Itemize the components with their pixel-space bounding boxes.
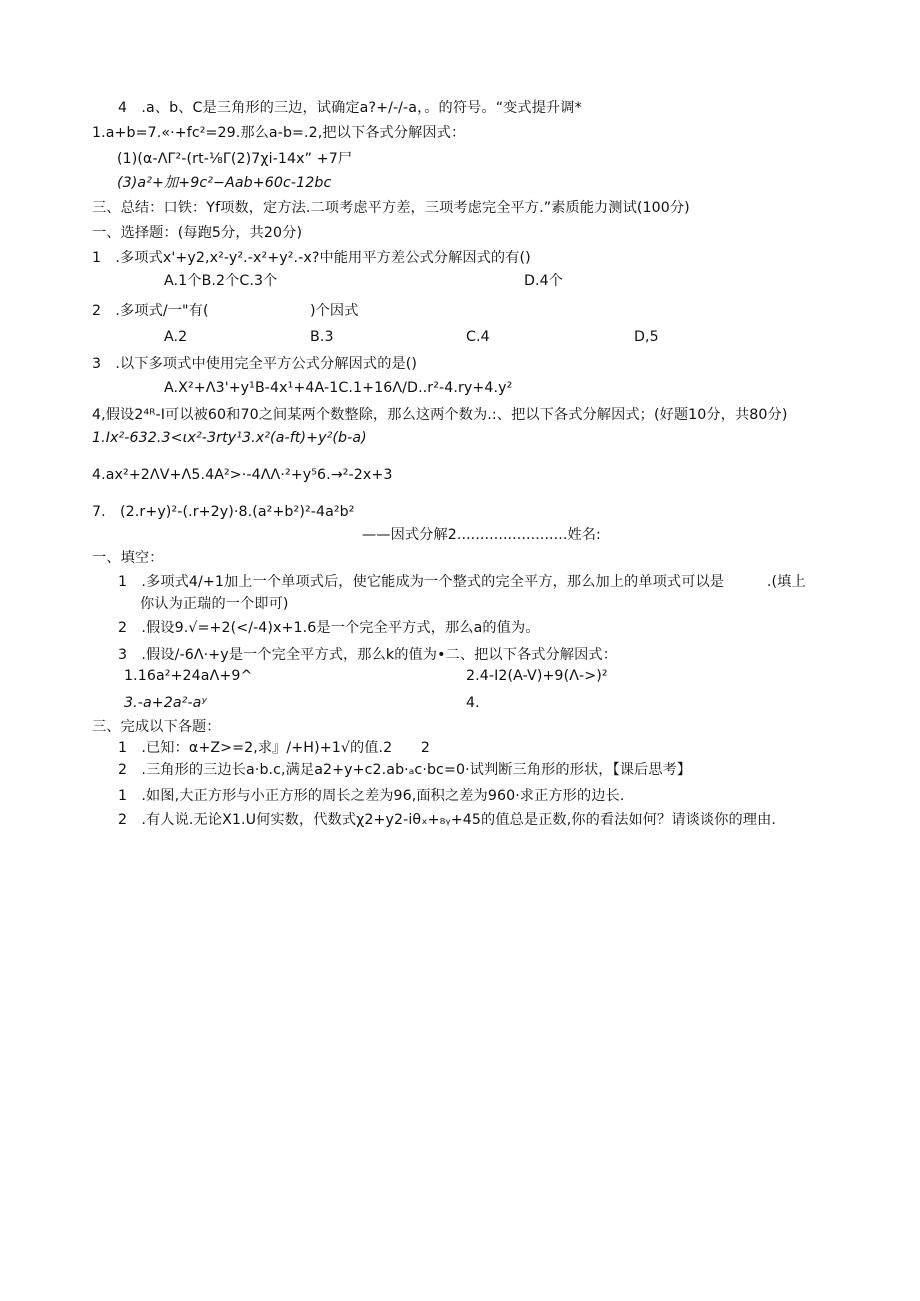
worksheet-title-name: ——因式分解2........................姓名: bbox=[362, 527, 601, 543]
after-class-problem-2: 2 .有人说.无论X1.U何实数，代数式χ2+y2-iθₓ+₈ᵧ+45的值总是正数,你的看法如何？请谈谈你的理由. bbox=[118, 812, 776, 828]
complete-problem-2: 2 .三角形的三边长a·b.c,满足a2+y+c2.ab·ₐc·bc=0·试判断三角形的形状，【课后思考】 bbox=[118, 762, 692, 778]
question-3-options: A.X²+Λ3'+y¹B-4x¹+4A-1C.1+16Λ/D..r²-4.ry+4.y² bbox=[164, 380, 513, 396]
question-1-stem: 1 .多项式x'+y2,x²-y².-x²+y².-x?中能用平方差公式分解因式的有() bbox=[92, 250, 531, 266]
section-heading-fill-blank: 一、填空： bbox=[92, 550, 164, 566]
text-line-triangle-sign: 4 .a、b、C是三角形的三边，试确定a?+/-/-a，。的符号。“变式提升调* bbox=[118, 100, 582, 116]
question-1-option-d: D.4个 bbox=[524, 273, 564, 289]
text-line-factor-1-2: (1)(α-ΛΓ²-(rt-⅛Γ(2)7χi-14x” +7尸 bbox=[117, 151, 353, 167]
section-heading-complete: 三、完成以下各题： bbox=[92, 719, 221, 735]
question-3-stem: 3 .以下多项式中使用完全平方公式分解因式的是() bbox=[92, 356, 418, 372]
question-2-stem-end: )个因式 bbox=[310, 303, 359, 319]
text-line-variant-a-plus-b: 1.a+b=7.«·+fc²=29.那么a-b=.2,把以下各式分解因式： bbox=[92, 125, 466, 141]
after-class-problem-1: 1 .如图,大正方形与小正方形的周长之差为96,面积之差为960·求正方形的边长. bbox=[118, 788, 625, 804]
factor-items-7-8: 7. (2.r+y)²-(.r+2y)·8.(a²+b²)²-4a²b² bbox=[92, 504, 355, 520]
fill-blank-2: 2 .假设9.√=+2(</-4)x+1.6是一个完全平方式，那么a的值为。 bbox=[118, 620, 540, 636]
question-2-option-c: C.4 bbox=[466, 329, 490, 345]
section-heading-multiple-choice: 一、选择题：(每跑5分，共20分) bbox=[92, 225, 303, 241]
question-2-stem: 2 .多项式/一"有( bbox=[92, 303, 209, 319]
question-2-option-b: B.3 bbox=[310, 329, 334, 345]
fill-blank-1: 1 .多项式4/+1加上一个单项式后，使它能成为一个整式的完全平方，那么加上的单项式可以是 .(填上 bbox=[118, 574, 806, 590]
factor-item-4: 4. bbox=[466, 695, 480, 711]
factor-item-1: 1.16a²+24aΛ+9^ bbox=[124, 668, 253, 684]
question-1-options-abc: A.1个B.2个C.3个 bbox=[164, 273, 278, 289]
fill-blank-1-continued: 你认为正瑞的一个即可) bbox=[140, 596, 289, 612]
factor-items-1-3: 1.Ix²-632.3<ιx²-3rty¹3.x²(a-ft)+y²(b-a) bbox=[92, 430, 367, 446]
fill-blank-3-and-factor-heading: 3 .假设/-6Λ·+y是一个完全平方式，那么k的值为•二、把以下各式分解因式： bbox=[118, 647, 617, 663]
text-line-factor-3: (3)a²+加+9c²−Aab+60c-12bc bbox=[117, 175, 332, 191]
factor-item-3: 3.-a+2a²-aʸ bbox=[124, 695, 207, 711]
question-4-and-factor-heading: 4,假设2⁴ᴿ-I可以被60和70之间某两个数整除，那么这两个数为.:、把以下各式分解因式；(好题10分，共80分) bbox=[92, 407, 788, 423]
question-2-option-d: D,5 bbox=[634, 329, 659, 345]
factor-item-2: 2.4-I2(A-V)+9(Λ->)² bbox=[466, 668, 608, 684]
complete-problem-1: 1 .已知：α+Z>=2,求』/+H)+1√的值.2 2 bbox=[118, 740, 430, 756]
question-2-option-a: A.2 bbox=[164, 329, 188, 345]
factor-items-4-6: 4.ax²+2ΛV+Λ5.4A²>·-4ΛΛ·²+y⁵6.→²-2x+3 bbox=[92, 467, 393, 483]
text-line-summary: 三、总结：口铁：Yf项数，定方法.二项考虑平方差，三项考虑完全平方.”素质能力测试(100分) bbox=[92, 200, 690, 216]
